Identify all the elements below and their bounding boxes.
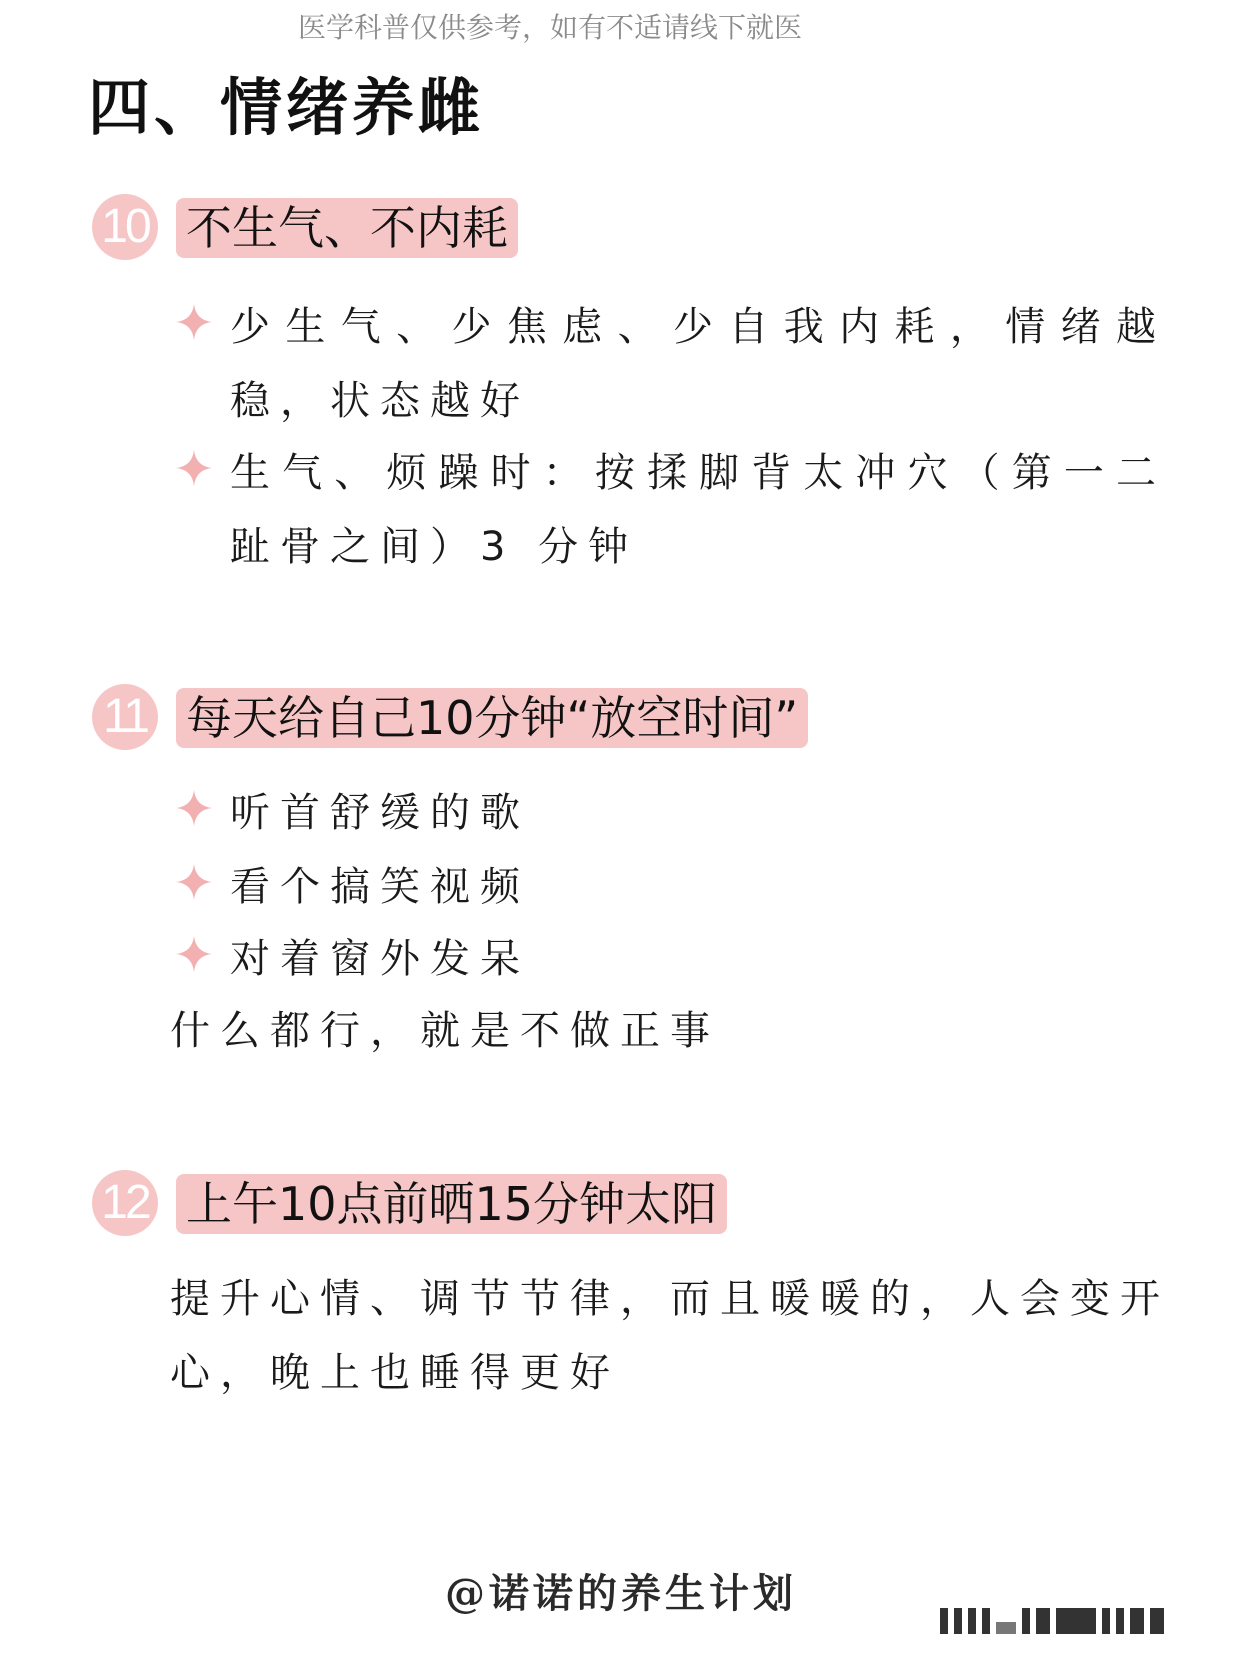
redaction-bars bbox=[940, 1608, 1164, 1634]
section-number-badge: 11 bbox=[92, 684, 158, 750]
bullet-text: 看个搞笑视频 bbox=[230, 864, 530, 910]
list-item bbox=[176, 850, 1166, 924]
four-point-star-icon bbox=[176, 450, 212, 486]
list-item bbox=[176, 290, 1166, 438]
section-number-badge: 12 bbox=[92, 1170, 158, 1236]
list-item bbox=[176, 922, 1166, 996]
list-item bbox=[176, 436, 1166, 584]
four-point-star-icon bbox=[176, 790, 212, 826]
section-heading: 每天给自己10分钟“放空时间” bbox=[176, 688, 808, 748]
bullet-text: 生气、烦躁时：按揉脚背太冲穴（第一二趾骨之间）3 分钟 bbox=[230, 450, 1166, 570]
page-title: 四、情绪养雌 bbox=[88, 71, 485, 144]
section-heading: 上午10点前晒15分钟太阳 bbox=[176, 1174, 727, 1234]
section-heading: 不生气、不内耗 bbox=[176, 198, 518, 258]
section-note: 提升心情、调节节律，而且暖暖的，人会变开心，晚上也睡得更好 bbox=[170, 1276, 1170, 1396]
list-item bbox=[176, 776, 1166, 850]
four-point-star-icon bbox=[176, 864, 212, 900]
section-note: 什么都行，就是不做正事 bbox=[170, 1008, 720, 1054]
section-number-badge: 10 bbox=[92, 194, 158, 260]
bullet-text: 听首舒缓的歌 bbox=[230, 790, 530, 836]
four-point-star-icon bbox=[176, 936, 212, 972]
four-point-star-icon bbox=[176, 304, 212, 340]
medical-disclaimer: 医学科普仅供参考，如有不适请线下就医 bbox=[297, 11, 802, 44]
author-handle: @诺诺的养生计划 bbox=[445, 1570, 797, 1617]
bullet-text: 少生气、少焦虑、少自我内耗，情绪越稳，状态越好 bbox=[230, 304, 1166, 424]
bullet-text: 对着窗外发呆 bbox=[230, 936, 530, 982]
